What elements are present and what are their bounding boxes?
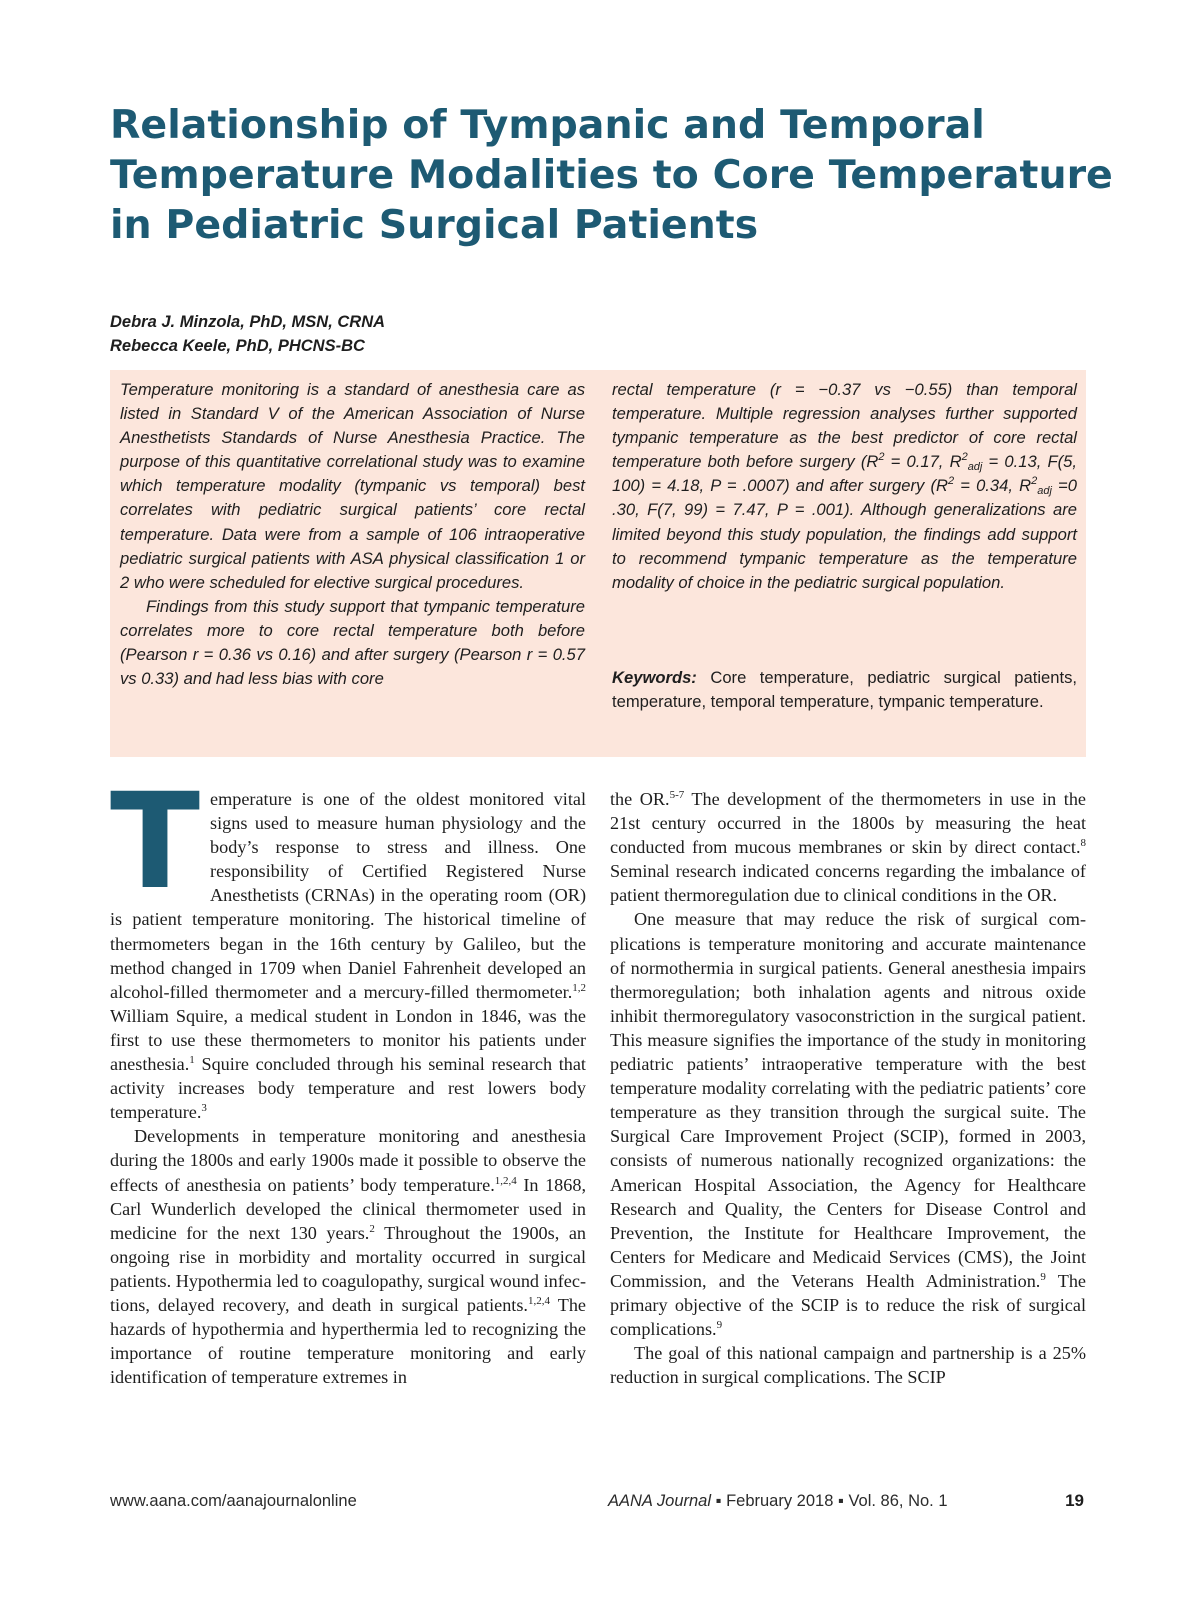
body-text: In 1868, Carl Wunderlich developed the clinical thermometer used in medicine for the next 130 years. [110, 1174, 586, 1243]
subscript: adj [967, 461, 983, 474]
citation: 5-7 [669, 789, 685, 801]
volume-number: Vol. 86, No. 1 [848, 1492, 948, 1510]
author: Debra J. Minzola, PhD, MSN, CRNA [110, 313, 386, 331]
body-text: The hazards of hypothermia and hyperthermia led to recognizing the importance of routine temperature monitoring and early identification of temperature extremes in [110, 1294, 586, 1388]
body-text: Seminal research indicated concerns regarding the imbalance of patient thermoregulation due to clinical conditions in the OR. [610, 861, 1086, 906]
body-paragraph [610, 787, 1086, 907]
bullet-separator: ▪ [838, 1492, 844, 1510]
body-text: William Squire, a medical student in London in 1846, was the first to use these thermometers to monitor his patients under anesthesia. [110, 1005, 586, 1075]
keywords-text: Core temperature, pediatric surgical patients, temperature, temporal temperature, tympanic temperature. [612, 668, 1077, 712]
citation: 9 [1040, 1270, 1046, 1283]
title-line: Relationship of Tympanic and Temporal [110, 102, 985, 148]
footer-citation [608, 1492, 948, 1511]
author: Rebecca Keele, PhD, PHCNS-BC [110, 337, 365, 355]
body-text: One measure that may reduce the risk of surgical complications is temperature monitoring and accurate maintenance of normothermia in surgical patients. General anesthesia impairs thermoregulation; both inhalation agents and nitrous oxide inhibit thermoregulatory vasoconstriction in the surgical patient. This measure signifies the importance of the study in monitoring pediatric patients’ intraoperative temperature with the best temperature modality correlating with the pediatric patients’ core temperature as they transition through the surgical suite. The Surgical Care Improvement Project (SCIP), formed in 2003, consists of numerous nationally recognized organizations: the American Hospital Association, the Agency for Healthcare Research and Quality, the Centers for Disease Control and Prevention, the Institute for Healthcare Improvement, the Centers for Medicare and Medicaid Services (CMS), the Joint Commission, and the Veterans Health Administration. [610, 909, 1086, 1291]
abstract-text: =0 .30, F(7, 99) = 7.47, P = .001). Although generalizations are limited beyond this study population, the findings add support to recommend tympanic temperature as the temperature modality of choice in the pediatric surgical population. [612, 476, 1077, 592]
body-text: The development of the thermometers in use in the 21st century occurred in the 1800s by measuring the heat conducted from mucous membranes or skin by direct contact. [610, 789, 1086, 858]
body-text: Throughout the 1900s, an ongoing rise in morbidity and mortality occurred in surgical patients. Hypothermia led to coagulopathy, surgical wound infections, delayed recovery, and death in surgical patients. [110, 1222, 586, 1315]
abstract-right-column [612, 378, 1077, 595]
article-title [110, 100, 1113, 250]
abstract-paragraph: Findings from this study support that tympanic temperature correlates more to core rectal temperature both before (Pearson r = 0.36 vs 0.16) and after surgery (Pearson r = 0.57 vs 0.33) and had less bias with core [120, 596, 585, 689]
citation: 1 [189, 1054, 195, 1067]
citation: 1,2 [572, 981, 586, 994]
journal-name: AANA Journal [608, 1492, 712, 1510]
body-paragraph [610, 907, 1086, 1341]
body-paragraph [110, 765, 586, 1124]
citation: 3 [201, 1102, 207, 1115]
keywords-label: Keywords: [612, 668, 697, 687]
body-paragraph [110, 1124, 586, 1389]
author-list [110, 310, 385, 358]
abstract-text: = 0.34, R [954, 476, 1032, 496]
citation: 2 [369, 1222, 375, 1235]
page-number: 19 [1065, 1491, 1084, 1510]
citation: 9 [716, 1319, 723, 1332]
citation: 8 [1080, 837, 1086, 850]
footer-url: www.aana.com/aanajournalonline [110, 1492, 357, 1510]
abstract-paragraph [612, 378, 1077, 595]
body-left-column [110, 765, 586, 1389]
superscript: 2 [961, 451, 968, 464]
abstract-text: rectal temperature (r = −0.37 vs −0.55) than temporal temperature. Multiple regression analyses further supported tympanic temperature as the best predictor of core rectal temperature both before surgery (R [612, 380, 1077, 472]
body-text: Developments in temperature monitoring and anesthesia during the 1800s and early 1900s made it possible to observe the effects of anesthesia on patients’ body temperature. [110, 1126, 586, 1195]
subscript: adj [1037, 485, 1052, 498]
superscript: 2 [947, 475, 955, 488]
superscript: 2 [1031, 475, 1038, 488]
issue-date: February 2018 [726, 1492, 834, 1510]
citation: 1,2,4 [527, 1294, 550, 1307]
title-line: in Pediatric Surgical Patients [110, 202, 759, 248]
bullet-separator: ▪ [715, 1492, 722, 1510]
citation: 1,2,4 [494, 1174, 517, 1187]
abstract-text: = 0.13, F(5, 100) = 4.18, P = .0007) and after surgery (R [612, 452, 1077, 496]
abstract-paragraph: Temperature monitoring is a standard of anesthesia care as listed in Standard V of the American Association of Nurse Anesthetists Standards of Nurse Anesthesia Practice. The purpose of this quantitative correlational study was to examine which temperature modality (tympanic vs temporal) best correlates with pediatric surgical patients’ core rectal temperature. Data were from a sample of 106 intraoperative pediatric surgical patients with ASA physical classification 1 or 2 who were scheduled for elective surgical procedures. [120, 380, 585, 592]
abstract-text: = 0.17, R [884, 452, 962, 472]
title-line: Temperature Modalities to Core Temperature [110, 152, 1113, 198]
superscript: 2 [878, 451, 885, 464]
keywords [612, 666, 1077, 714]
abstract-left-column [120, 378, 585, 691]
body-text: the OR. [610, 789, 670, 809]
body-text: The primary objective of the SCIP is to reduce the risk of surgical complications. [610, 1270, 1086, 1340]
body-right-column [610, 787, 1086, 1389]
body-text: emperature is one of the oldest monitored vital signs used to measure human physiology and the body’s response to stress and illness. One responsibility of Certified Registered Nurse Anesthetists (CRNAs) in the operating room (OR) is patient temperature monitoring. The historical timeline of thermometers began in the 16th century by Galileo, but the method changed in 1709 when Daniel Fahrenheit developed an alcohol-filled thermometer and a mercury-filled thermometer. [110, 789, 586, 1002]
body-paragraph: The goal of this national campaign and partnership is a 25% reduction in surgical complications. The SCIP [610, 1343, 1086, 1388]
drop-cap: T [110, 765, 201, 919]
body-text: Squire concluded through his seminal research that activity increases body temperature and rest lowers body temperature. [110, 1054, 586, 1123]
